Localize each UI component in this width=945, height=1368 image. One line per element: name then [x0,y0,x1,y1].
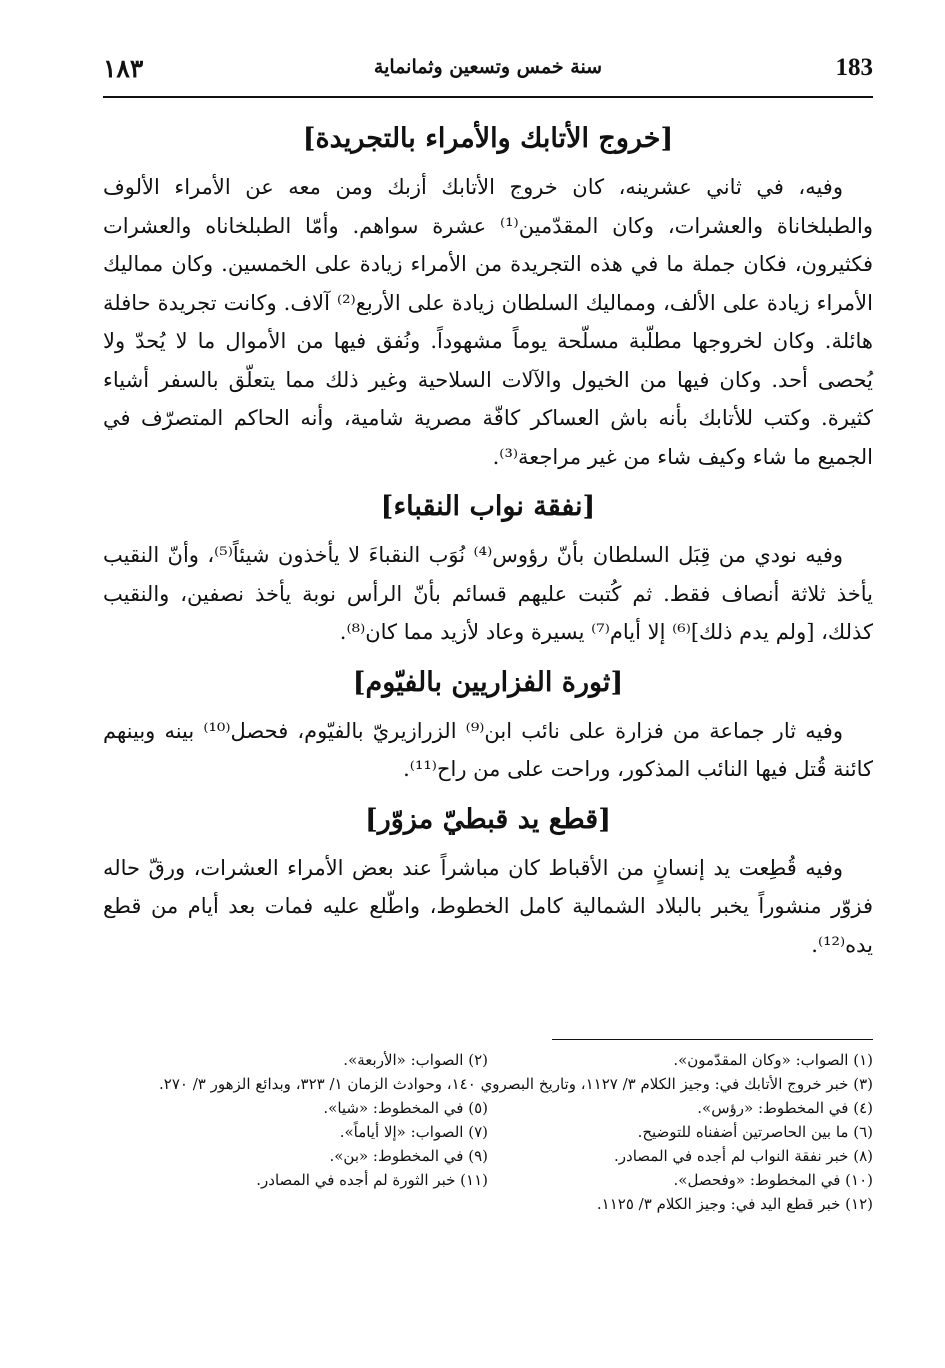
footnotes [103,1048,873,1216]
page-header [103,52,873,98]
footnote-row [103,1072,873,1096]
section-heading: [خروج الأتابك والأمراء بالتجريدة] [302,123,674,154]
section-heading: [نفقة نواب النقباء] [380,491,596,522]
footnote-row [103,1048,873,1072]
footnote-row [103,1192,873,1216]
footnote: (٣) خبر خروج الأتابك في: وجيز الكلام ٣/ ١١٢٧، وتاريخ البصروي ١٤٠، وحوادث الزمان ١/ ٣٢٣، وبدائع الزهور ٣/ ٢٧٠. [159,1075,873,1093]
section-paragraph: وفيه قُطِعت يد إنسانٍ من الأقباط كان مباشراً عند بعض الأمراء العشرات، ورقّ حاله فزوّر منشوراً يخبر بالبلاد الشمالية كامل الخطوط، واطّلع عليه فمات بعد أيام من قطع يده⁽¹²⁾. [103,855,873,957]
section-heading: [ثورة الفزاريين بالفيّوم] [352,666,624,698]
page-number-latin: 183 [835,54,873,81]
footnote: (٢) الصواب: «الأربعة». [343,1051,488,1069]
footnote: (١١) خبر الثورة لم أجده في المصادر. [256,1171,488,1189]
footnote-row [103,1096,873,1120]
footnote: (٦) ما بين الحاصرتين أضفناه للتوضيح. [637,1123,873,1141]
section-paragraph: وفيه، في ثاني عشرينه، كان خروج الأتابك أزبك ومن معه عن الأمراء الألوف والطبلخاناة والعشرات، وكان المقدّمين⁽¹⁾ عشرة سواهم. وأمّا الطبلخاناه والعشرات فكثيرون، فكان جملة ما في هذه التجريدة من الأمراء زيادة على الخمسين. وكان مماليك الأمراء زيادة على الألف، ومماليك السلطان زيادة على الأربع⁽²⁾ آلاف. وكانت تجريدة حافلة هائلة. وكان لخروجها مطلّبة مسلّحة يوماً مشهوداً. ونُفق فيها من الأموال ما لا يُحدّ ولا يُحصى أحد. وكان فيها من الخيول والآلات السلاحية وغير ذلك مما يتعلّق بالسفر أشياء كثيرة. وكتب للأتابك بأنه باش العساكر كافّة مصرية شامية، وأنه الحاكم المتصرّف في الجميع ما شاء وكيف شاء من غير مراجعة⁽³⁾. [103,175,873,469]
section-paragraph: وفيه نودي من قِبَل السلطان بأنّ رؤوس⁽⁴⁾ نُوَب النقباءَ لا يأخذون شيئاً⁽⁵⁾، وأنّ النقيب يأخذ ثلاثة أنصاف فقط. ثم كُتبت عليهم قسائم بأنّ الرأس نوبة يأخذ نصفين، والنقيب كذلك، [ولم يدم ذلك]⁽⁶⁾ إلا أيام⁽⁷⁾ يسيرة وعاد لأزيد مما كان⁽⁸⁾. [103,543,873,644]
footnote: (٩) في المخطوط: «بن». [329,1147,488,1165]
page-number-arabic: ١٨٣ [103,54,144,83]
running-title: سنة خمس وتسعين وثمانماية [373,56,603,78]
footnote-row [103,1120,873,1144]
main-text [103,112,873,974]
footnote-row [103,1144,873,1168]
footnote: (٨) خبر نفقة النواب لم أجده في المصادر. [614,1147,873,1165]
footnote-divider [552,1039,873,1040]
footnote: (٤) في المخطوط: «رؤس». [697,1099,873,1117]
footnote: (٥) في المخطوط: «شيا». [323,1099,488,1117]
section-paragraph: وفيه ثار جماعة من فزارة على نائب ابن⁽⁹⁾ الزرازيريّ بالفيّوم، فحصل⁽¹⁰⁾ بينه وبينهم كائنة قُتل فيها النائب المذكور، وراحت على من راح⁽¹¹⁾. [103,718,873,781]
footnote-row [103,1168,873,1192]
footnote: (١) الصواب: «وكان المقدّمون». [673,1051,873,1069]
section-heading: [قطع يد قبطيّ مزوّر] [364,803,611,835]
footnote: (١٢) خبر قطع اليد في: وجيز الكلام ٣/ ١١٢٥. [596,1195,873,1213]
footnote: (١٠) في المخطوط: «وفحصل». [673,1171,873,1189]
footnote: (٧) الصواب: «إلا أياماً». [339,1123,488,1141]
